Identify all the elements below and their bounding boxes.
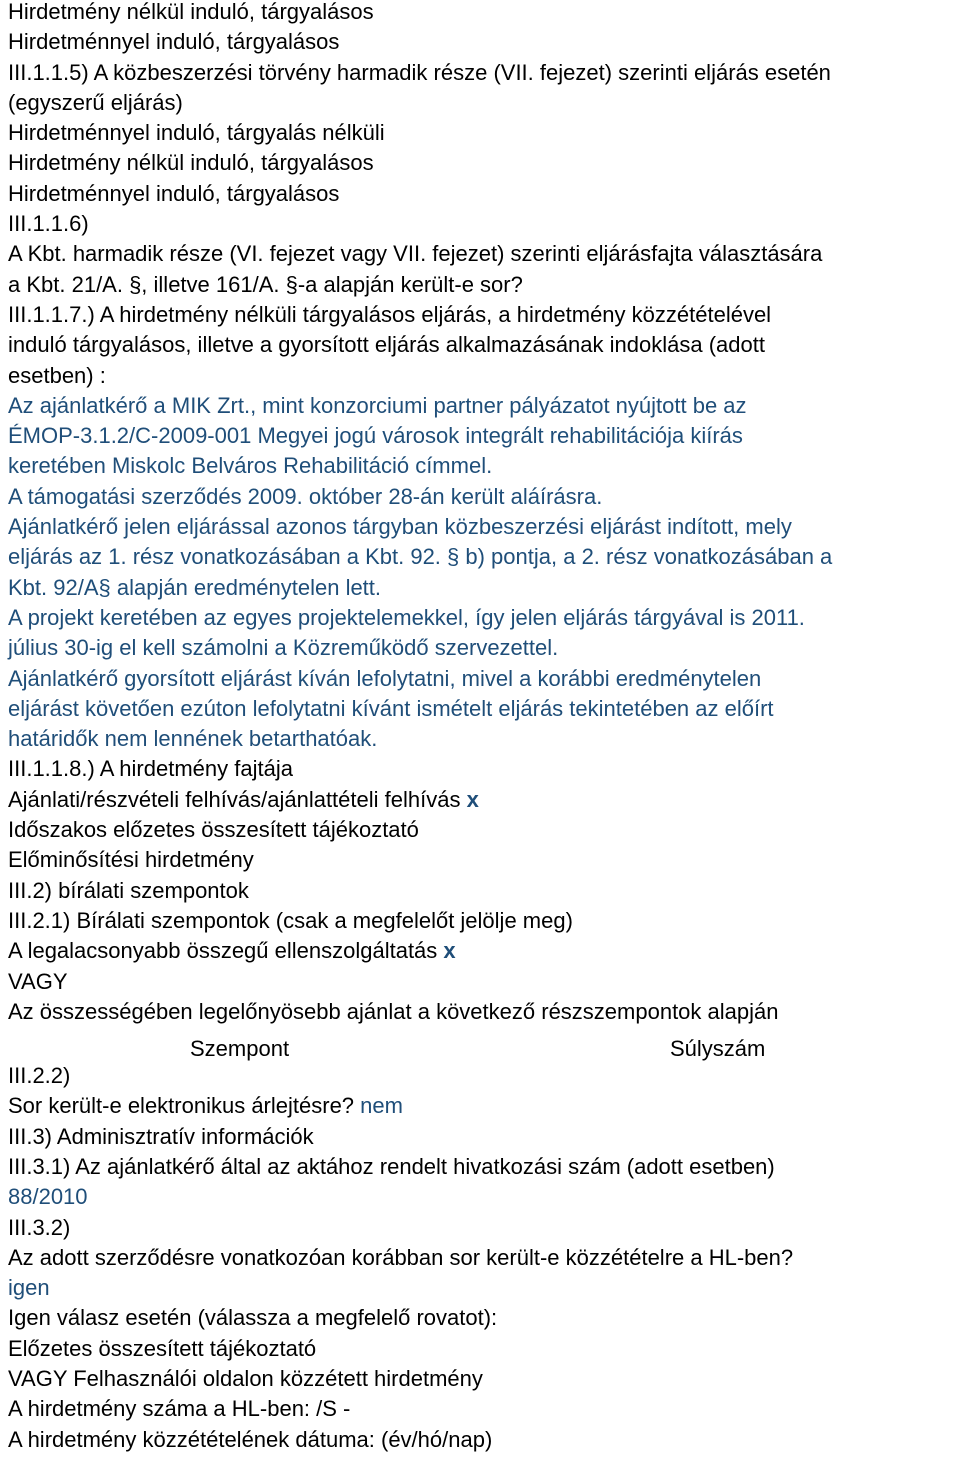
justification-line: Az ajánlatkérő a MIK Zrt., mint konzorciumi partner pályázatot nyújtott be az xyxy=(8,392,747,418)
document-body xyxy=(8,0,958,1458)
question-text: A Kbt. harmadik része (VI. fejezet vagy VII. fejezet) szerinti eljárásfajta választására xyxy=(8,241,823,267)
justification-line: eljárást követően ezúton lefolytatni kívánt ismételt eljárás tekintetében az előírt xyxy=(8,695,774,721)
criteria-or: VAGY xyxy=(8,968,68,994)
previous-publication-answer: igen xyxy=(8,1275,50,1301)
reference-answer: 88/2010 xyxy=(8,1184,88,1210)
criteria-heading: III.2) bírálati szempontok xyxy=(8,877,249,903)
selected-mark: x xyxy=(466,786,479,812)
section-heading: III.1.1.7.) A hirdetmény nélküli tárgyalásos eljárás, a hirdetmény közzétételével xyxy=(8,301,772,327)
justification-line: Kbt. 92/A§ alapján eredménytelen lett. xyxy=(8,574,382,600)
auction-question xyxy=(8,1094,958,1124)
notice-type-option-pin: Időszakos előzetes összesített tájékoztató xyxy=(8,817,419,843)
option-label: Ajánlati/részvételi felhívás/ajánlattételi felhívás xyxy=(8,786,461,812)
criteria-sub-heading: III.2.1) Bírálati szempontok (csak a megfelelőt jelölje meg) xyxy=(8,907,573,933)
justification-line: Ajánlatkérő gyorsított eljárást kíván lefolytatni, mivel a korábbi eredménytelen xyxy=(8,665,762,691)
buyer-profile-option: VAGY Felhasználói oldalon közzétett hirdetmény xyxy=(8,1366,483,1392)
justification-line: ÉMOP-3.1.2/C-2009-001 Megyei jogú városok integrált rehabilitációja kiírás xyxy=(8,423,743,449)
if-yes-instruction: Igen válasz esetén (válassza a megfelelő rovatot): xyxy=(8,1305,498,1331)
section-heading: III.1.1.5) A közbeszerzési törvény harmadik része (VII. fejezet) szerinti eljárás esetén xyxy=(8,59,831,85)
auction-heading: III.2.2) xyxy=(8,1063,71,1089)
procedure-type-line: Hirdetmény nélkül induló, tárgyalásos xyxy=(8,150,374,176)
notice-type-option-qualification: Előminősítési hirdetmény xyxy=(8,847,254,873)
question-text: a Kbt. 21/A. §, illetve 161/A. §-a alapján került-e sor? xyxy=(8,271,523,297)
criteria-best-value: Az összességében legelőnyösebb ajánlat a következő részszempontok alapján xyxy=(8,998,779,1024)
notice-type-option-invitation xyxy=(8,788,958,818)
question-text: esetben) : xyxy=(8,362,106,388)
option-label: A legalacsonyabb összegű ellenszolgáltatás xyxy=(8,938,438,964)
admin-heading: III.3) Adminisztratív információk xyxy=(8,1123,314,1149)
procedure-type-line: (egyszerű eljárás) xyxy=(8,89,183,115)
procedure-type-line: Hirdetmény nélkül induló, tárgyalásos xyxy=(8,0,374,24)
previous-publication-heading: III.3.2) xyxy=(8,1214,71,1240)
previous-publication-question: Az adott szerződésre vonatkozóan korábban sor került-e közzétételre a HL-ben? xyxy=(8,1244,794,1270)
notice-type-heading: III.1.1.8.) A hirdetmény fajtája xyxy=(8,756,293,782)
selected-mark: x xyxy=(443,938,456,964)
criteria-lowest-price xyxy=(8,939,958,969)
justification-line: Ajánlatkérő jelen eljárással azonos tárgyban közbeszerzési eljárást indított, mely xyxy=(8,514,792,540)
question-text: Sor került-e elektronikus árlejtésre? xyxy=(8,1093,355,1119)
justification-line: A támogatási szerződés 2009. október 28-án került aláírásra. xyxy=(8,483,603,509)
justification-line: keretében Miskolc Belváros Rehabilitáció címmel. xyxy=(8,453,493,479)
notice-number-line: A hirdetmény száma a HL-ben: /S - xyxy=(8,1396,351,1422)
criteria-table-header xyxy=(8,1030,958,1064)
pin-option: Előzetes összesített tájékoztató xyxy=(8,1335,317,1361)
procedure-type-line: Hirdetménnyel induló, tárgyalás nélküli xyxy=(8,120,385,146)
weight-column-header: Súlyszám xyxy=(670,1036,766,1062)
justification-line: eljárás az 1. rész vonatkozásában a Kbt. 92. § b) pontja, a 2. rész vonatkozásában a xyxy=(8,544,833,570)
justification-line: A projekt keretében az egyes projektelemekkel, így jelen eljárás tárgyával is 2011. xyxy=(8,604,805,630)
justification-line: július 30-ig el kell számolni a Közreműködő szervezettel. xyxy=(8,635,559,661)
answer-text: nem xyxy=(360,1093,403,1119)
justification-line: határidők nem lennének betarthatóak. xyxy=(8,726,378,752)
question-text: induló tárgyalásos, illetve a gyorsított eljárás alkalmazásának indoklása (adott xyxy=(8,332,765,358)
criterion-column-header: Szempont xyxy=(190,1036,290,1062)
publication-date-line: A hirdetmény közzétételének dátuma: (év/hó/nap) xyxy=(8,1426,493,1452)
procedure-type-line: Hirdetménnyel induló, tárgyalásos xyxy=(8,29,340,55)
reference-question: III.3.1) Az ajánlatkérő által az aktához rendelt hivatkozási szám (adott esetben) xyxy=(8,1153,775,1179)
section-heading: III.1.1.6) xyxy=(8,211,89,237)
procedure-type-line: Hirdetménnyel induló, tárgyalásos xyxy=(8,180,340,206)
